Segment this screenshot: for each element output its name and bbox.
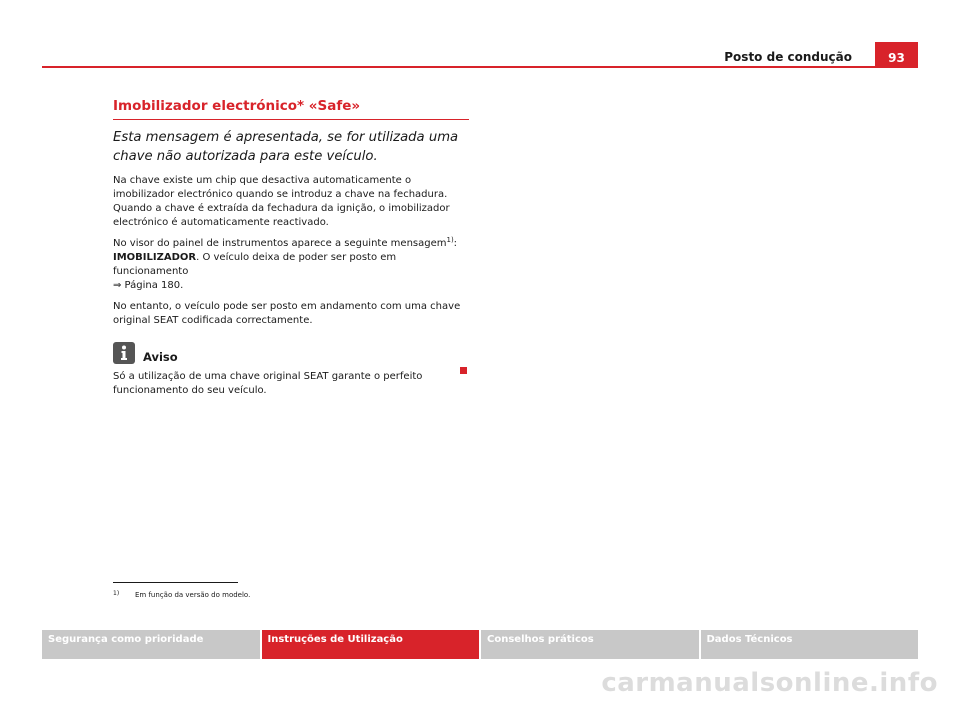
aviso-label: Aviso [143,350,178,364]
footnote-ref[interactable]: 1) [446,236,454,244]
aviso-heading [113,342,469,364]
paragraph-original-key: No entanto, o veículo pode ser posto em andamento com uma chave original SEAT codificada correctamente. [113,301,461,326]
page-number: 93 [875,42,918,68]
tab-conselhos[interactable]: Conselhos práticos [481,630,699,659]
paragraph-message-colon: : [453,238,458,249]
page-reference-link[interactable]: ⇒ Página 180. [113,280,184,291]
paragraph-chip: Na chave existe um chip que desactiva automaticamente o imobilizador electrónico quando se introduz a chave na fechadura. Quando a chave é extraída da fechadura da ignição, o imobilizador electrónico é automaticamente reactivado. [113,175,450,228]
header-rule [42,66,918,68]
section-lead: Esta mensagem é apresentada, se for utilizada uma chave não autorizada para este veículo. [113,130,459,164]
tab-dados-tecnicos[interactable]: Dados Técnicos [701,630,919,659]
tab-seguranca[interactable]: Segurança como prioridade [42,630,260,659]
info-icon [113,342,135,364]
footnote-text: Em função da versão do modelo. [135,591,251,599]
paragraph-message-end: . O veículo deixa de poder ser posto em funcionamento [113,252,397,277]
footer-tabs [42,630,918,659]
footnote-rule [113,582,238,583]
content-column [113,98,469,398]
running-header-title: Posto de condução [724,50,852,64]
section-title: Imobilizador electrónico* «Safe» [113,98,469,120]
display-message: IMOBILIZADOR [113,252,197,263]
paragraph-message-start: No visor do painel de instrumentos aparece a seguinte mensagem [113,238,447,249]
footnote-number: 1) [113,590,120,597]
paragraph-message [113,237,469,293]
tab-instrucoes[interactable]: Instruções de Utilização [262,630,480,659]
section-end-marker [460,367,467,374]
watermark: carmanualsonline.info [601,668,938,698]
aviso-text: Só a utilização de uma chave original SEAT garante o perfeito funcionamento do seu veículo. [113,371,423,396]
footnote [113,590,250,599]
